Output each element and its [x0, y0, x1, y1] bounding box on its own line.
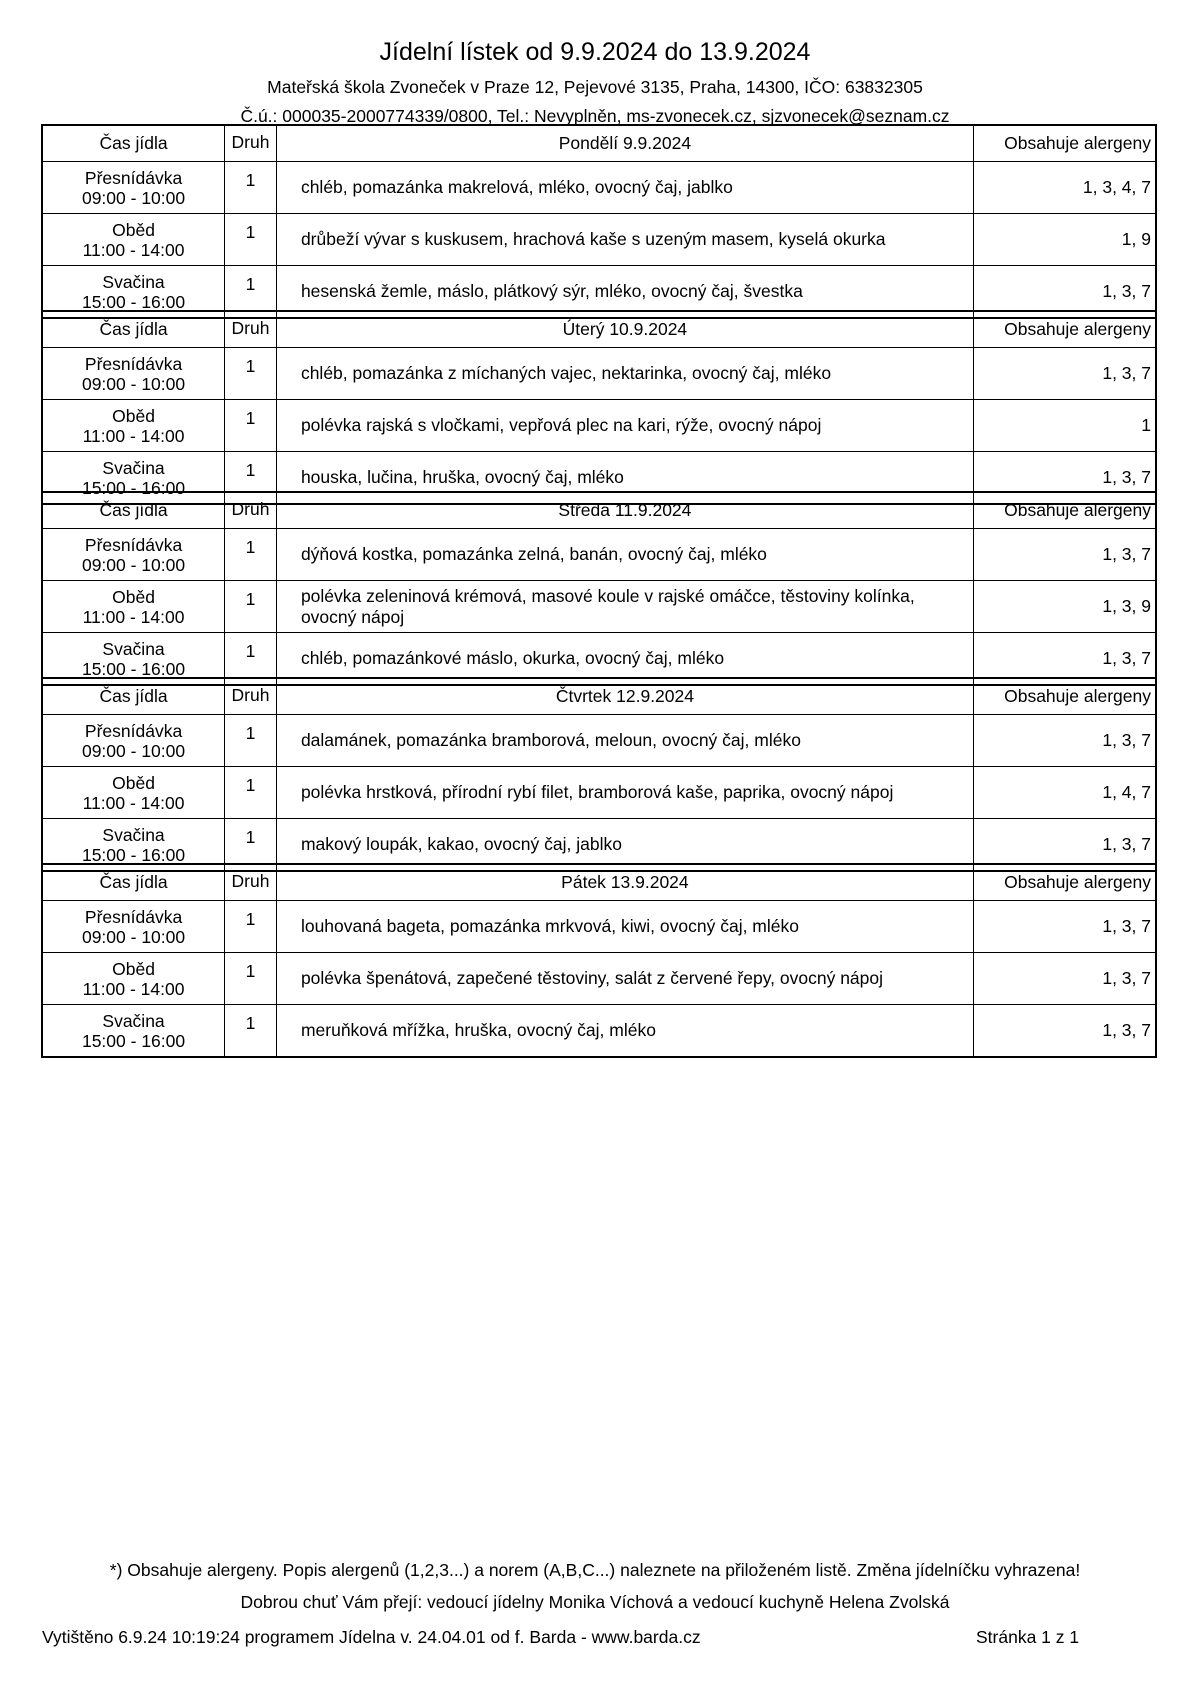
meal-allergens-cell: 1, 3, 7 — [973, 529, 1156, 581]
meal-name: Svačina — [102, 1010, 165, 1031]
meal-allergens-cell: 1, 3, 7 — [973, 1005, 1156, 1058]
meal-time-cell — [42, 715, 225, 767]
meal-type-cell: 1 — [225, 1005, 277, 1058]
meal-type-cell: 1 — [225, 581, 277, 633]
meal-name: Svačina — [102, 824, 165, 845]
meal-allergens-cell: 1, 3, 7 — [973, 266, 1156, 319]
meal-name: Přesnídávka — [84, 534, 183, 555]
column-header-allergens: Obsahuje alergeny — [973, 311, 1156, 348]
meal-time: 15:00 - 16:00 — [81, 291, 186, 312]
meal-food-cell: houska, lučina, hruška, ovocný čaj, mléko — [276, 452, 973, 505]
table-row — [42, 581, 1156, 633]
meal-allergens-cell: 1, 3, 9 — [973, 581, 1156, 633]
meal-name: Svačina — [102, 638, 165, 659]
meal-type-cell: 1 — [225, 452, 277, 505]
table-row — [42, 162, 1156, 214]
table-row — [42, 348, 1156, 400]
meal-food-cell: dalamánek, pomazánka bramborová, meloun, ovocný čaj, mléko — [276, 715, 973, 767]
column-header-time: Čas jídla — [42, 864, 225, 901]
meal-type-cell: 1 — [225, 953, 277, 1005]
table-header-row — [42, 492, 1156, 529]
meal-allergens-cell: 1, 3, 7 — [973, 452, 1156, 505]
table-header-row — [42, 864, 1156, 901]
day-menu-table — [41, 677, 1157, 872]
meal-time-cell — [42, 767, 225, 819]
meal-food-cell: louhovaná bageta, pomazánka mrkvová, kiwi, ovocný čaj, mléko — [276, 901, 973, 953]
meal-allergens-cell: 1, 4, 7 — [973, 767, 1156, 819]
meal-type-cell: 1 — [225, 400, 277, 452]
meal-food-cell: chléb, pomazánkové máslo, okurka, ovocný čaj, mléko — [276, 633, 973, 686]
page-number: Stránka 1 z 1 — [976, 1627, 1080, 1647]
meal-food-cell: makový loupák, kakao, ovocný čaj, jablko — [276, 819, 973, 872]
meal-time: 15:00 - 16:00 — [81, 658, 186, 679]
day-menu-table — [41, 124, 1157, 319]
meal-name: Oběd — [112, 586, 155, 607]
meal-time: 09:00 - 10:00 — [81, 187, 186, 208]
meal-time-cell — [42, 529, 225, 581]
meal-name: Svačina — [102, 457, 165, 478]
meal-time-cell — [42, 581, 225, 633]
meal-time: 09:00 - 10:00 — [81, 926, 186, 947]
column-header-allergens: Obsahuje alergeny — [973, 125, 1156, 162]
meal-time-cell — [42, 214, 225, 266]
meal-type-cell: 1 — [225, 529, 277, 581]
day-header: Pátek 13.9.2024 — [276, 864, 973, 901]
meal-type-cell: 1 — [225, 715, 277, 767]
meal-allergens-cell: 1, 9 — [973, 214, 1156, 266]
table-header-row — [42, 678, 1156, 715]
column-header-druh: Druh — [225, 864, 277, 901]
table-row — [42, 1005, 1156, 1058]
meal-food-cell: polévka hrstková, přírodní rybí filet, bramborová kaše, paprika, ovocný nápoj — [276, 767, 973, 819]
table-row — [42, 953, 1156, 1005]
day-header: Čtvrtek 12.9.2024 — [276, 678, 973, 715]
contact-info: Č.ú.: 000035-2000774339/0800, Tel.: Nevyplněn, ms-zvonecek.cz, sjzvonecek@seznam.cz — [240, 106, 950, 126]
meal-time: 11:00 - 14:00 — [82, 606, 185, 627]
meal-allergens-cell: 1, 3, 7 — [973, 348, 1156, 400]
column-header-druh: Druh — [225, 125, 277, 162]
table-header-row — [42, 125, 1156, 162]
meal-time: 11:00 - 14:00 — [82, 239, 185, 260]
meal-allergens-cell: 1 — [973, 400, 1156, 452]
meal-food-cell: polévka špenátová, zapečené těstoviny, salát z červené řepy, ovocný nápoj — [276, 953, 973, 1005]
column-header-time: Čas jídla — [42, 311, 225, 348]
allergen-note: *) Obsahuje alergeny. Popis alergenů (1,2,3...) a norem (A,B,C...) naleznete na přiloženém listě. Změna jídelníčku vyhrazena! — [109, 1560, 1081, 1580]
day-header: Středa 11.9.2024 — [276, 492, 973, 529]
table-row — [42, 901, 1156, 953]
meal-type-cell: 1 — [225, 214, 277, 266]
meal-time-cell — [42, 901, 225, 953]
meal-allergens-cell: 1, 3, 7 — [973, 633, 1156, 686]
column-header-allergens: Obsahuje alergeny — [973, 492, 1156, 529]
meal-time: 11:00 - 14:00 — [82, 978, 185, 999]
meal-name: Svačina — [102, 271, 165, 292]
meal-time: 09:00 - 10:00 — [81, 554, 186, 575]
meal-time: 09:00 - 10:00 — [81, 740, 186, 761]
column-header-druh: Druh — [225, 311, 277, 348]
meal-type-cell: 1 — [225, 819, 277, 872]
table-row — [42, 715, 1156, 767]
meal-time-cell — [42, 400, 225, 452]
meal-food-cell: drůbeží vývar s kuskusem, hrachová kaše s uzeným masem, kyselá okurka — [276, 214, 973, 266]
meal-name: Oběd — [112, 958, 155, 979]
meal-name: Přesnídávka — [84, 353, 183, 374]
meal-food-cell: chléb, pomazánka z míchaných vajec, nektarinka, ovocný čaj, mléko — [276, 348, 973, 400]
meal-name: Přesnídávka — [84, 720, 183, 741]
meal-allergens-cell: 1, 3, 7 — [973, 953, 1156, 1005]
column-header-allergens: Obsahuje alergeny — [973, 678, 1156, 715]
meal-allergens-cell: 1, 3, 7 — [973, 715, 1156, 767]
print-info: Vytištěno 6.9.24 10:19:24 programem Jídelna v. 24.04.01 od f. Barda - www.barda.cz — [42, 1627, 701, 1647]
column-header-allergens: Obsahuje alergeny — [973, 864, 1156, 901]
meal-time: 15:00 - 16:00 — [81, 844, 186, 865]
meal-food-cell: dýňová kostka, pomazánka zelná, banán, ovocný čaj, mléko — [276, 529, 973, 581]
meal-time-cell — [42, 953, 225, 1005]
meal-name: Oběd — [112, 405, 155, 426]
meal-name: Přesnídávka — [84, 167, 183, 188]
meal-food-cell: meruňková mřížka, hruška, ovocný čaj, mléko — [276, 1005, 973, 1058]
meal-time: 15:00 - 16:00 — [81, 477, 186, 498]
column-header-time: Čas jídla — [42, 492, 225, 529]
table-row — [42, 214, 1156, 266]
meal-name: Oběd — [112, 219, 155, 240]
meal-time-cell — [42, 348, 225, 400]
meal-type-cell: 1 — [225, 767, 277, 819]
meal-food-cell: polévka rajská s vločkami, vepřová plec na kari, rýže, ovocný nápoj — [276, 400, 973, 452]
meal-time-cell — [42, 1005, 225, 1058]
day-header: Pondělí 9.9.2024 — [276, 125, 973, 162]
greeting: Dobrou chuť Vám přejí: vedoucí jídelny Monika Víchová a vedoucí kuchyně Helena Zvolská — [240, 1592, 950, 1612]
meal-time: 15:00 - 16:00 — [81, 1030, 186, 1051]
table-row — [42, 529, 1156, 581]
meal-allergens-cell: 1, 3, 7 — [973, 901, 1156, 953]
meal-food-cell: chléb, pomazánka makrelová, mléko, ovocný čaj, jablko — [276, 162, 973, 214]
meal-type-cell: 1 — [225, 901, 277, 953]
meal-name: Přesnídávka — [84, 906, 183, 927]
page-title: Jídelní lístek od 9.9.2024 do 13.9.2024 — [379, 38, 811, 66]
table-row — [42, 767, 1156, 819]
table-row — [42, 400, 1156, 452]
meal-allergens-cell: 1, 3, 7 — [973, 819, 1156, 872]
column-header-druh: Druh — [225, 492, 277, 529]
meal-allergens-cell: 1, 3, 4, 7 — [973, 162, 1156, 214]
meal-type-cell: 1 — [225, 266, 277, 319]
meal-type-cell: 1 — [225, 162, 277, 214]
day-menu-table — [41, 863, 1157, 1058]
day-header: Úterý 10.9.2024 — [276, 311, 973, 348]
meal-type-cell: 1 — [225, 348, 277, 400]
meal-time-cell — [42, 162, 225, 214]
column-header-druh: Druh — [225, 678, 277, 715]
meal-name: Oběd — [112, 772, 155, 793]
meal-food-cell: polévka zeleninová krémová, masové koule v rajské omáčce, těstoviny kolínka, ovocný nápoj — [276, 581, 973, 633]
column-header-time: Čas jídla — [42, 678, 225, 715]
meal-time: 11:00 - 14:00 — [82, 425, 185, 446]
meal-food-cell: hesenská žemle, máslo, plátkový sýr, mléko, ovocný čaj, švestka — [276, 266, 973, 319]
meal-time: 09:00 - 10:00 — [81, 373, 186, 394]
day-menu-table — [41, 491, 1157, 686]
day-menu-table — [41, 310, 1157, 505]
table-header-row — [42, 311, 1156, 348]
school-info: Mateřská škola Zvoneček v Praze 12, Pejevové 3135, Praha, 14300, IČO: 63832305 — [267, 77, 923, 97]
meal-type-cell: 1 — [225, 633, 277, 686]
column-header-time: Čas jídla — [42, 125, 225, 162]
meal-time: 11:00 - 14:00 — [82, 792, 185, 813]
